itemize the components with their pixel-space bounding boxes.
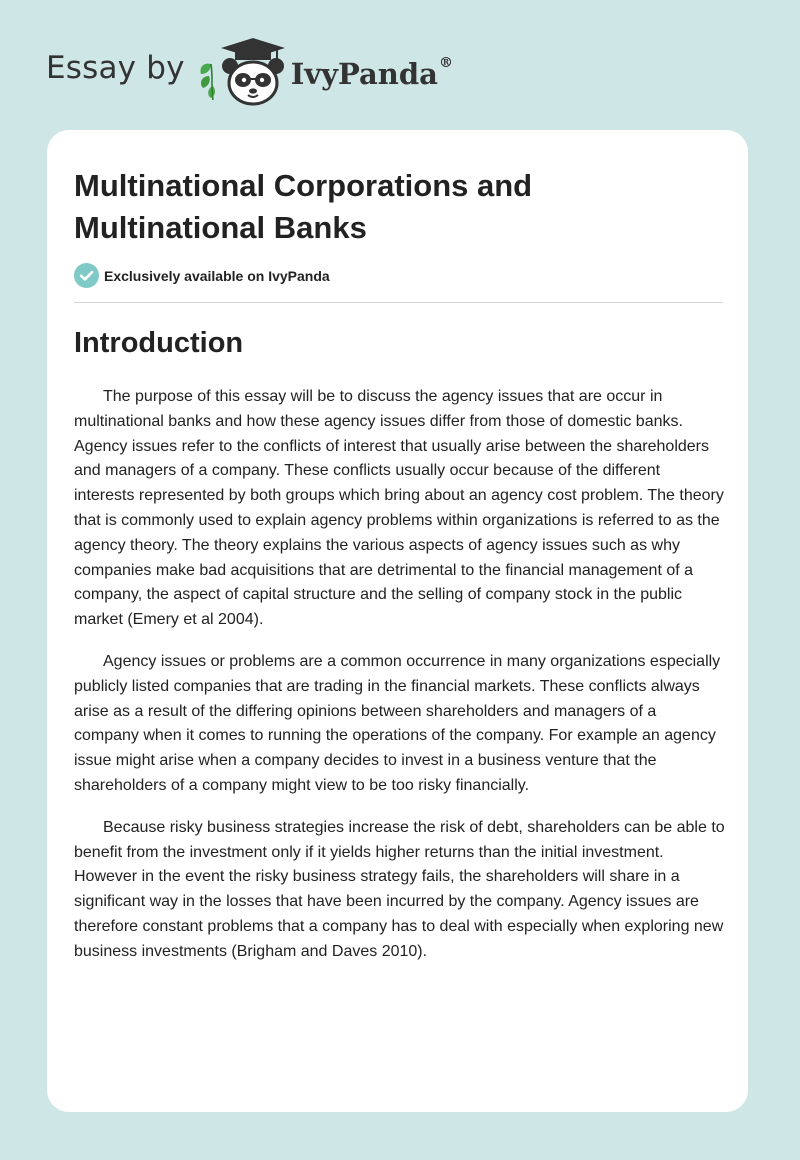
site-header [46, 34, 453, 110]
essay-title: Multinational Corporations and Multinational Banks [74, 168, 533, 245]
essay-by-label: Essay by [46, 50, 185, 86]
essay-card [47, 130, 748, 1112]
paragraph: The purpose of this essay will be to discuss the agency issues that are occur in multinational banks and how these agency issues differ from those of domestic banks. Agency issues refer to the conflicts of interest that usually arise between the shareholders and managers of a company. These conflicts usually occur because of the different interests represented by both groups which bring about an agency cost problem. The theory that is commonly used to explain agency problems within organizations is referred to as the agency theory. The theory explains the various aspects of agency issues such as why companies make bad acquisitions that are detrimental to the financial management of a company, the aspect of capital structure and the selling of company stock in the public market (Emery et al 2004). [74, 388, 724, 629]
ivy-leaf-icon [200, 64, 215, 100]
paragraph: Because risky business strategies increase the risk of debt, shareholders can be able to benefit from the investment only if it yields higher returns than the initial investment. However in the event the risky business strategy fails, the shareholders will share in a significant way in the losses that have been incurred by the company. Agency issues are therefore constant problems that a company has to deal with especially when exploring new business investments (Brigham and Daves 2010). [74, 818, 725, 960]
section-heading: Introduction [74, 327, 244, 359]
paragraph: Agency issues or problems are a common occurrence in many organizations especially publicly listed companies that are trading in the financial markets. These conflicts always arise as a result of the differing opinions between shareholders and managers of a company when it comes to running the operations of the company. For example an agency issue might arise when a company decides to invest in a business venture that the shareholders of a company might view to be too risky financially. [74, 652, 721, 794]
panda-graduate-logo-icon[interactable] [197, 34, 289, 110]
essay-body [74, 385, 725, 982]
check-circle-icon [74, 263, 99, 288]
registered-mark: ® [438, 55, 453, 71]
title-divider [74, 302, 723, 303]
ivypanda-wordmark[interactable] [291, 57, 453, 91]
brand-name-text: IvyPanda [290, 57, 438, 91]
exclusive-badge [74, 263, 330, 288]
exclusive-badge-label: Exclusively available on IvyPanda [104, 267, 330, 284]
